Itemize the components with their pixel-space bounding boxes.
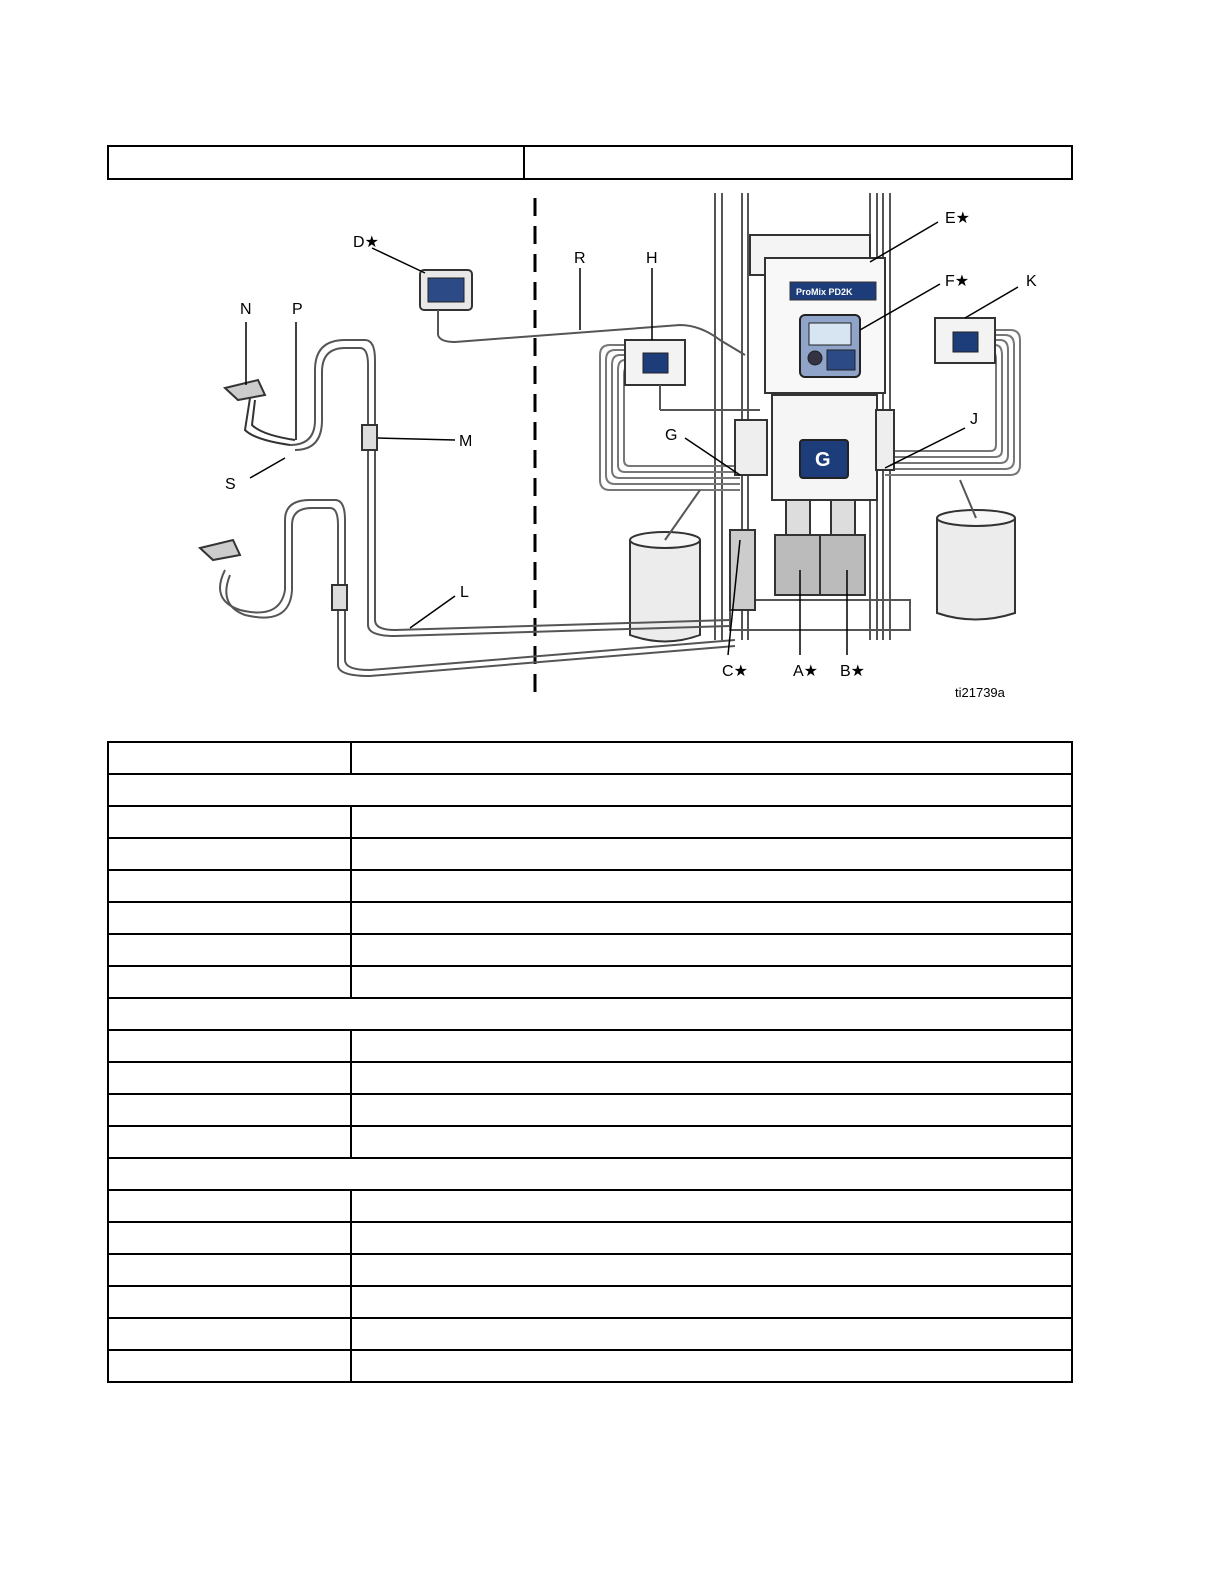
component-key: [108, 1030, 351, 1062]
component-key: [108, 1318, 351, 1350]
section-title: [108, 1158, 1072, 1190]
header-cell-right: [525, 147, 1071, 178]
component-description: [351, 1254, 1072, 1286]
header-cell-left: [109, 147, 525, 178]
callout-label-l: L: [460, 584, 469, 601]
callout-label-s: S: [225, 476, 236, 493]
component-description: [351, 1318, 1072, 1350]
component-description: [351, 1190, 1072, 1222]
callout-label-p: P: [292, 301, 303, 318]
paint-bucket-right: [937, 480, 1015, 620]
component-description: [351, 838, 1072, 870]
table-row: [108, 1286, 1072, 1318]
component-description: [351, 1094, 1072, 1126]
color-change-module-h: [625, 340, 760, 410]
callout-label-m: M: [459, 433, 473, 450]
component-description: [351, 1062, 1072, 1094]
component-description: [351, 1286, 1072, 1318]
paint-bucket-left: [630, 490, 700, 642]
component-description: [351, 1350, 1072, 1382]
callout-label-d: D★: [353, 234, 379, 251]
table-row: [108, 806, 1072, 838]
table-row: [108, 1062, 1072, 1094]
component-key: [108, 806, 351, 838]
table-row: [108, 1254, 1072, 1286]
component-key: [108, 1254, 351, 1286]
component-key: [108, 1190, 351, 1222]
figure-header-table: [107, 145, 1073, 180]
cabinet-brand-label: ProMix PD2K: [796, 287, 853, 297]
callout-label-r: R: [574, 250, 586, 267]
callout-label-f: F★: [945, 273, 970, 290]
table-row: [108, 1350, 1072, 1382]
component-key: [108, 1062, 351, 1094]
component-description: [351, 966, 1072, 998]
section-title: [108, 998, 1072, 1030]
manifold-lower: [332, 585, 347, 610]
table-row: [108, 902, 1072, 934]
table-row: [108, 870, 1072, 902]
table-header-key: [108, 742, 351, 774]
figure-reference-id: ti21739a: [955, 685, 1005, 700]
callout-label-b: B★: [840, 663, 866, 680]
spray-gun-upper: [225, 380, 295, 445]
component-key: [108, 870, 351, 902]
table-row: [108, 1190, 1072, 1222]
component-key: [108, 1126, 351, 1158]
component-key: [108, 838, 351, 870]
component-description: [351, 806, 1072, 838]
component-key: [108, 1094, 351, 1126]
component-description: [351, 1030, 1072, 1062]
graco-logo: G: [815, 449, 831, 471]
component-description: [351, 1222, 1072, 1254]
table-header-desc: [351, 742, 1072, 774]
electrical-control-cabinet: [750, 235, 885, 393]
table-row: [108, 934, 1072, 966]
table-row: [108, 966, 1072, 998]
component-key: [108, 902, 351, 934]
component-description: [351, 870, 1072, 902]
table-section-row: [108, 1158, 1072, 1190]
callout-label-g: G: [665, 427, 678, 444]
spray-gun-lower: [200, 540, 240, 560]
system-diagram: [0, 190, 1225, 710]
callout-label-h: H: [646, 250, 658, 267]
component-description: [351, 1126, 1072, 1158]
callout-label-k: K: [1026, 273, 1037, 290]
component-key: [108, 1222, 351, 1254]
component-description: [351, 934, 1072, 966]
table-row: [108, 1030, 1072, 1062]
manifold-m: [362, 425, 377, 450]
table-row: [108, 1126, 1072, 1158]
callout-label-c: C★: [722, 663, 748, 680]
table-row: [108, 838, 1072, 870]
callout-label-e: E★: [945, 210, 971, 227]
callout-label-n: N: [240, 301, 252, 318]
component-key: [108, 1350, 351, 1382]
table-section-row: [108, 998, 1072, 1030]
section-title: [108, 774, 1072, 806]
table-header-row: [108, 742, 1072, 774]
component-table: [107, 741, 1073, 1383]
callout-label-a: A★: [793, 663, 819, 680]
component-key: [108, 1286, 351, 1318]
component-description: [351, 902, 1072, 934]
color-change-module-k: [935, 318, 995, 363]
component-key: [108, 934, 351, 966]
booth-control-d: [420, 270, 745, 355]
table-row: [108, 1094, 1072, 1126]
table-row: [108, 1318, 1072, 1350]
table-row: [108, 1222, 1072, 1254]
table-section-row: [108, 774, 1072, 806]
callout-label-j: J: [970, 411, 978, 428]
component-key: [108, 966, 351, 998]
